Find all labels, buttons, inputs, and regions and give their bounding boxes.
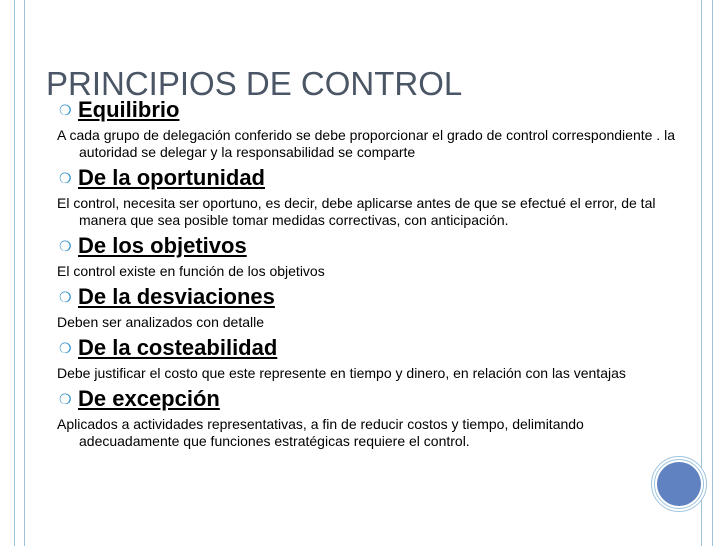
frame-line-left-outer — [14, 0, 15, 546]
hollow-circle-icon: ❍ — [59, 340, 72, 356]
hollow-circle-icon: ❍ — [59, 391, 72, 407]
list-item — [57, 161, 677, 229]
hollow-circle-icon: ❍ — [59, 102, 72, 118]
item-heading: ❍ De los objetivos — [57, 229, 677, 263]
item-description: A cada grupo de delegación conferido se debe proporcionar el grado de control correspondiente . la autoridad se delegar y la responsabilidad se comparte — [57, 127, 675, 160]
list-item — [57, 93, 677, 161]
decorative-circle-icon — [657, 462, 701, 506]
item-description: Deben ser analizados con detalle — [57, 314, 265, 330]
item-description: Aplicados a actividades representativas, a fin de reducir costos y tiempo, delimitando adecuadamente que funciones estratégicas requiere el control. — [57, 416, 584, 449]
frame-line-right-outer — [712, 0, 713, 546]
list-item — [57, 331, 677, 382]
item-heading: ❍ De la oportunidad — [57, 161, 677, 195]
item-description: El control, necesita ser oportuno, es decir, debe aplicarse antes de que se efectué el error, de tal manera que sea posible tomar medidas correctivas, con anticipación. — [57, 195, 656, 228]
list-item — [57, 280, 677, 331]
hollow-circle-icon: ❍ — [59, 170, 72, 186]
item-heading: ❍ De la costeabilidad — [57, 331, 677, 365]
bullet-list — [57, 93, 677, 450]
frame-line-left-inner — [24, 0, 25, 546]
item-description: El control existe en función de los objetivos — [57, 263, 325, 279]
frame-line-right-inner — [701, 0, 702, 546]
slide-title: PRINCIPIOS DE CONTROL — [46, 65, 463, 102]
item-heading: ❍ De la desviaciones — [57, 280, 677, 314]
item-heading: ❍ De excepción — [57, 382, 677, 416]
list-item — [57, 229, 677, 280]
hollow-circle-icon: ❍ — [59, 289, 72, 305]
item-heading: ❍ Equilibrio — [57, 93, 677, 127]
hollow-circle-icon: ❍ — [59, 238, 72, 254]
list-item — [57, 382, 677, 450]
item-description: Debe justificar el costo que este represente en tiempo y dinero, en relación con las ventajas — [57, 365, 626, 381]
